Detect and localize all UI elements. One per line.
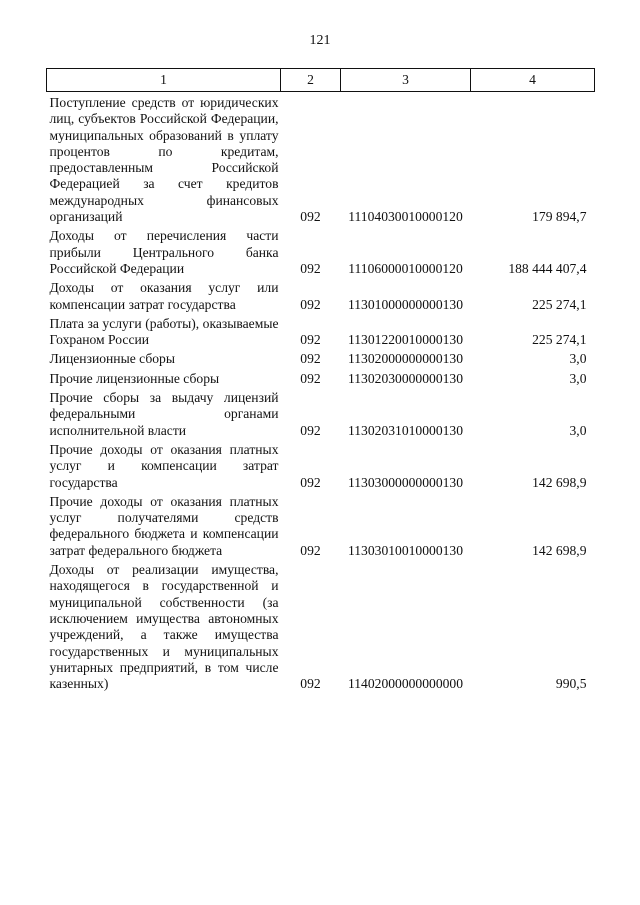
header-col-4: 4 [471,69,595,92]
row-kbk: 11104030010000120 [348,209,463,225]
row-code: 092 [300,296,321,312]
row-kbk: 11402000000000000 [347,676,464,692]
page-number: 121 [309,33,331,48]
row-amount: 3,0 [569,422,587,438]
table-row [47,92,595,226]
row-name: Прочие сборы за выдачу лицензий федеральными органами исполнительной власти [49,390,279,438]
table-row [47,368,595,387]
table-row [47,348,595,367]
row-name: Прочие доходы от оказания платных услуг получателями средств федерального бюджета и компенсации затрат федерального бюджета [49,493,279,558]
row-kbk: 11106000010000120 [348,260,463,276]
row-code: 092 [300,351,321,367]
row-amount: 179 894,7 [532,209,587,225]
row-kbk: 11302031010000130 [347,422,464,438]
row-amount: 142 698,9 [532,542,587,558]
row-amount: 990,5 [555,676,587,692]
row-amount: 225 274,1 [532,332,587,348]
row-code: 092 [300,332,321,348]
header-col-1: 1 [47,69,281,92]
table-row [47,387,595,439]
row-name: Прочие доходы от оказания платных услуг и компенсации затрат государства [49,441,279,490]
row-code: 092 [300,260,321,276]
budget-table [46,68,595,692]
row-amount: 3,0 [569,351,587,367]
row-name: Доходы от реализации имущества, находящегося в государственной и муниципальной собственности (за исключением имущества автономных учреждений, а также имущества государственных и муниципальных унитарных предприятий, в том числе казенных) [49,562,279,692]
row-name: Поступление средств от юридических лиц, субъектов Российской Федерации, муниципальных образований в уплату процентов по кредитам, предоставленным Российской Федерацией за счет кредитов международных финансовых организаций [49,95,279,225]
row-amount: 225 274,1 [532,296,587,312]
row-kbk: 11303000000000130 [347,474,464,490]
table-row [47,277,595,313]
row-code: 092 [300,422,321,438]
table-header [47,69,595,92]
row-name: Прочие лицензионные сборы [49,370,220,386]
table-row [47,559,595,692]
table-body [47,92,595,693]
row-name: Лицензионные сборы [49,351,175,367]
table-row [47,439,595,491]
row-amount: 3,0 [569,370,587,386]
row-code: 092 [300,209,321,225]
row-code: 092 [300,676,321,692]
row-name: Доходы от перечисления части прибыли Центрального банка Российской Федерации [49,228,279,276]
row-kbk: 11303010010000130 [347,542,464,558]
row-code: 092 [300,370,321,386]
row-amount: 142 698,9 [532,474,587,490]
row-name: Доходы от оказания услуг или компенсации затрат государства [49,280,279,312]
row-code: 092 [300,474,321,490]
row-kbk: 11302000000000130 [347,351,464,367]
header-col-3: 3 [341,69,471,92]
row-kbk: 11301220010000130 [347,332,464,348]
table-row [47,491,595,559]
row-name: Плата за услуги (работы), оказываемые Гохраном России [49,315,279,348]
row-kbk: 11301000000000130 [347,296,464,312]
row-code: 092 [300,542,321,558]
table-row [47,225,595,277]
table-row [47,313,595,349]
header-col-2: 2 [281,69,341,92]
row-kbk: 11302030000000130 [347,370,464,386]
row-amount: 188 444 407,4 [508,260,587,276]
